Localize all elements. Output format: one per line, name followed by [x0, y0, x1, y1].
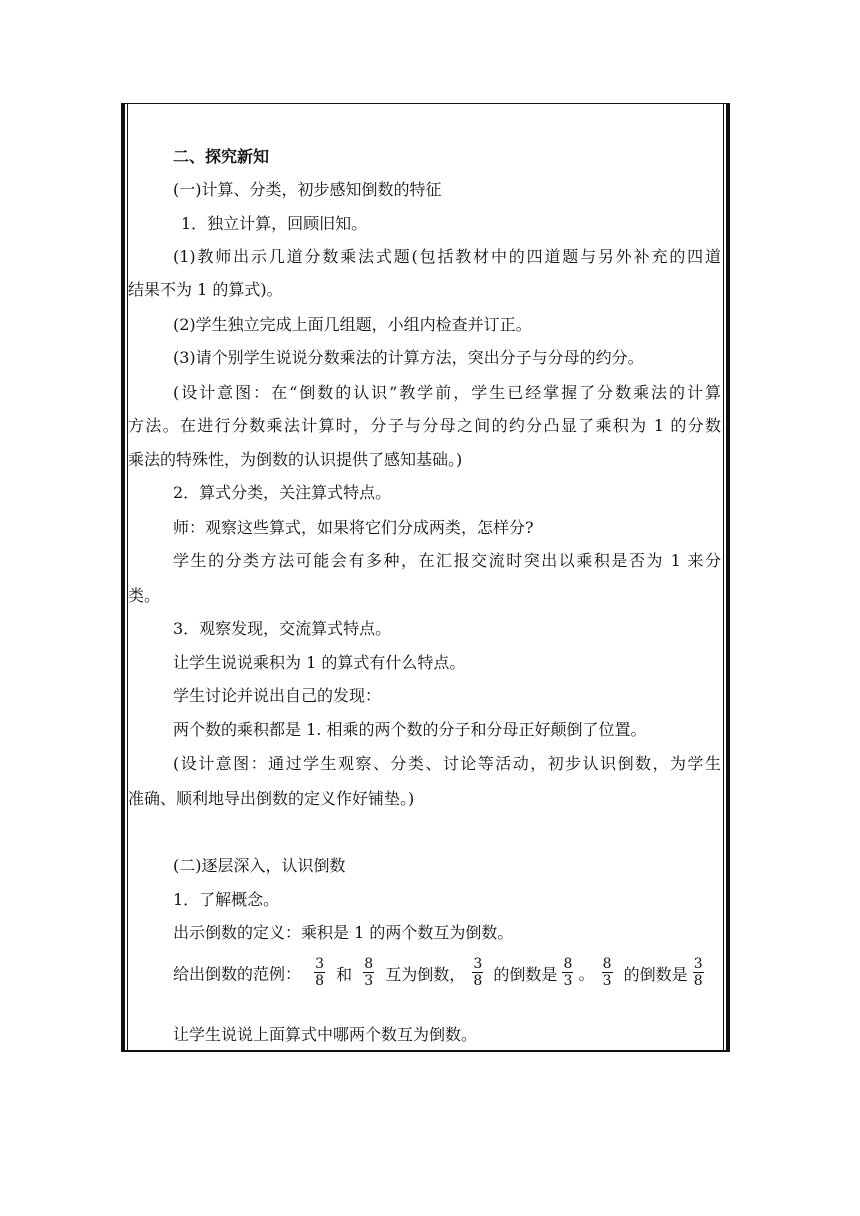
design-intent-2-line-1: (设计意图：通过学生观察、分类、讨论等活动，初步认识倒数，为学生 [173, 754, 721, 773]
step4-heading: 1．了解概念。 [173, 890, 280, 909]
classification-line-1: 学生的分类方法可能会有多种，在汇报交流时突出以乘积是否为 1 来分 [173, 551, 721, 570]
design-intent-1-line-3: 乘法的特殊性，为倒数的认识提供了感知基础。) [128, 450, 463, 469]
example-and: 和 [336, 964, 353, 984]
observation-2: 学生讨论并说出自己的发现： [173, 686, 382, 705]
fraction-numerator: 3 [315, 956, 325, 972]
teacher-question: 师：观察这些算式，如果将它们分成两类，怎样分? [173, 518, 534, 537]
fraction-numerator: 8 [364, 956, 374, 972]
fraction-denominator: 8 [473, 973, 483, 989]
design-intent-1-line-1: (设计意图：在“倒数的认识”教学前，学生已经掌握了分数乘法的计算 [173, 383, 721, 402]
observation-1: 让学生说说乘积为 1 的算式有什么特点。 [173, 653, 466, 672]
part1-title: (一)计算、分类，初步感知倒数的特征 [173, 180, 442, 199]
frame-bottom-rule [121, 1050, 730, 1052]
frame-right-thick-rule [726, 103, 730, 1052]
step2-heading: 2．算式分类，关注算式特点。 [173, 483, 392, 502]
fraction-3-over-8 [472, 956, 483, 989]
fraction-denominator: 3 [563, 973, 573, 989]
fraction-denominator: 3 [602, 973, 612, 989]
fraction-8-over-3 [602, 956, 613, 989]
example-period: 。 [578, 964, 595, 984]
frame-left-thin-rule [127, 103, 128, 1052]
example-mutual: 互为倒数， [385, 964, 466, 984]
step3-heading: 3．观察发现，交流算式特点。 [173, 619, 392, 638]
paragraph-1-line-2: 结果不为 1 的算式)。 [128, 280, 283, 299]
fraction-denominator: 8 [693, 973, 703, 989]
example-reciprocal-of: 的倒数是 [623, 964, 688, 984]
paragraph-2: (2)学生独立完成上面几组题，小组内检查并订正。 [173, 315, 532, 334]
fraction-numerator: 3 [473, 956, 483, 972]
part2-title: (二)逐层深入，认识倒数 [173, 856, 346, 875]
paragraph-1-line-1: (1)教师出示几道分数乘法式题(包括教材中的四道题与另外补充的四道 [173, 247, 721, 266]
fraction-denominator: 3 [364, 973, 374, 989]
fraction-3-over-8 [314, 956, 325, 989]
fraction-3-over-8 [693, 956, 704, 989]
example-lead: 给出倒数的范例： [173, 964, 302, 984]
frame-left-thick-rule [121, 103, 125, 1052]
design-intent-2-line-2: 准确、顺利地导出倒数的定义作好铺垫。) [128, 789, 415, 808]
closing-prompt: 让学生说说上面算式中哪两个数互为倒数。 [173, 1025, 478, 1044]
definition-text: 出示倒数的定义：乘积是 1 的两个数互为倒数。 [173, 923, 514, 942]
observation-3: 两个数的乘积都是 1. 相乘的两个数的分子和分母正好颠倒了位置。 [173, 720, 647, 739]
frame-right-thin-rule [723, 103, 724, 1052]
paragraph-3: (3)请个别学生说说分数乘法的计算方法，突出分子与分母的约分。 [173, 348, 644, 367]
fraction-denominator: 8 [315, 973, 325, 989]
classification-line-2: 类。 [128, 586, 161, 605]
frame-top-rule [121, 103, 730, 104]
step1-heading: 1．独立计算，回顾旧知。 [181, 214, 368, 233]
reciprocal-example [173, 958, 704, 991]
design-intent-1-line-2: 方法。在进行分数乘法计算时，分子与分母之间的约分凸显了乘积为 1 的分数 [128, 416, 721, 435]
fraction-numerator: 3 [693, 956, 703, 972]
fraction-8-over-3 [562, 956, 573, 989]
fraction-numerator: 8 [563, 956, 573, 972]
fraction-numerator: 8 [602, 956, 612, 972]
example-reciprocal-of: 的倒数是 [493, 964, 558, 984]
fraction-8-over-3 [363, 956, 374, 989]
section-title: 二、探究新知 [173, 147, 270, 166]
